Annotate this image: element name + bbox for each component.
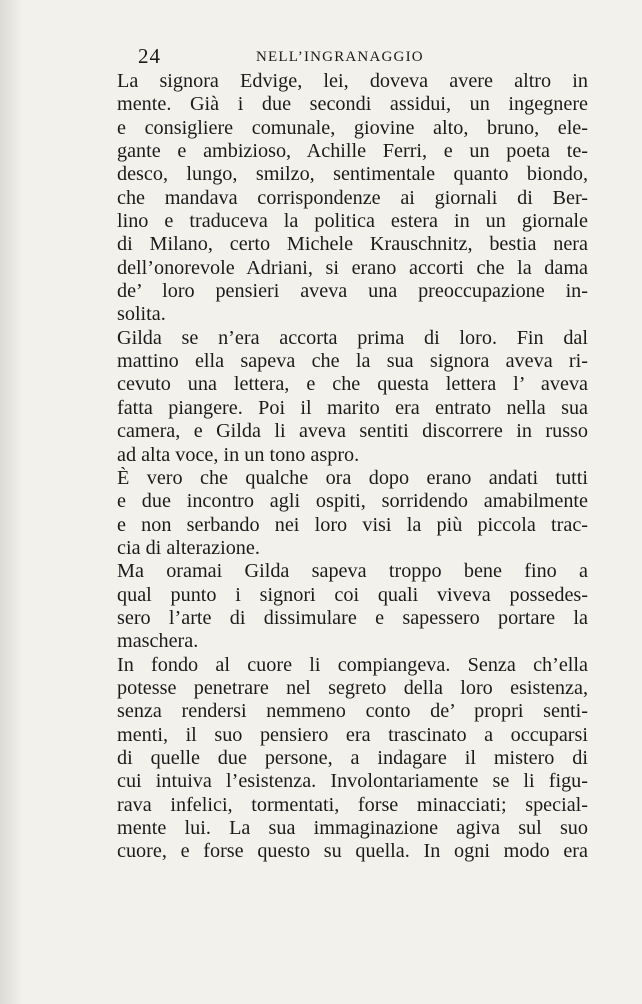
text-line: de’ loro pensieri aveva una preoccupazione in- xyxy=(117,280,588,303)
page-header xyxy=(118,44,588,70)
body-text xyxy=(117,70,588,864)
text-line: maschera. xyxy=(117,630,199,653)
text-line: dell’onorevole Adriani, si erano accorti che la dama xyxy=(117,256,588,279)
text-line: di quelle due persone, a indagare il mistero di xyxy=(117,746,588,769)
text-line: In fondo al cuore li compiangeva. Senza ch’ella xyxy=(117,653,588,676)
text-line: È vero che qualche ora dopo erano andati tutti xyxy=(117,466,588,489)
text-line: lino e traduceva la politica estera in un giornale xyxy=(117,210,588,233)
text-line: qual punto i signori coi quali viveva possedes- xyxy=(117,583,588,606)
text-line: di Milano, certo Michele Krauschnitz, bestia nera xyxy=(117,233,588,256)
text-line: potesse penetrare nel segreto della loro esistenza, xyxy=(117,676,588,699)
text-line: cevuto una lettera, e che questa lettera l’ aveva xyxy=(117,373,588,396)
text-line: mattino ella sapeva che la sua signora aveva ri- xyxy=(117,350,588,373)
text-line: camera, e Gilda li aveva sentiti discorrere in russo xyxy=(117,420,588,443)
text-line: menti, il suo pensiero era trascinato a occuparsi xyxy=(117,723,588,746)
text-line: che mandava corrispondenze ai giornali di Ber- xyxy=(117,186,588,209)
text-line: La signora Edvige, lei, doveva avere altro in xyxy=(117,70,588,92)
text-line: fatta piangere. Poi il marito era entrato nella sua xyxy=(117,396,588,419)
text-line: e consigliere comunale, giovine alto, bruno, ele- xyxy=(117,116,588,139)
text-line: e non serbando nei loro visi la più piccola trac- xyxy=(117,513,588,536)
text-line: Gilda se n’era accorta prima di loro. Fin dal xyxy=(117,326,588,349)
running-title: NELL’INGRANAGGIO xyxy=(256,49,424,65)
text-line: rava infelici, tormentati, forse minacciati; special- xyxy=(117,793,588,816)
text-line: mente. Già i due secondi assidui, un ingegnere xyxy=(117,93,588,116)
text-line: Ma oramai Gilda sapeva troppo bene fino a xyxy=(117,560,588,583)
page-number: 24 xyxy=(138,44,161,68)
text-line: desco, lungo, smilzo, sentimentale quanto biondo, xyxy=(117,163,588,186)
text-line: gante e ambizioso, Achille Ferri, e un poeta te- xyxy=(117,140,588,163)
text-line: e due incontro agli ospiti, sorridendo amabilmente xyxy=(117,490,588,513)
text-line: senza rendersi nemmeno conto de’ propri senti- xyxy=(117,700,588,723)
text-line: sero l’arte di dissimulare e sapessero portare la xyxy=(117,606,588,629)
text-line: mente lui. La sua immaginazione agiva sul suo xyxy=(117,817,588,839)
text-line: cia di alterazione. xyxy=(117,536,260,559)
text-line: solita. xyxy=(117,303,166,326)
text-line: cui intuiva l’esistenza. Involontariamente se li figu- xyxy=(117,770,588,793)
text-line: ad alta voce, in un tono aspro. xyxy=(117,443,360,466)
text-line: cuore, e forse questo su quella. In ogni modo era xyxy=(117,840,588,863)
